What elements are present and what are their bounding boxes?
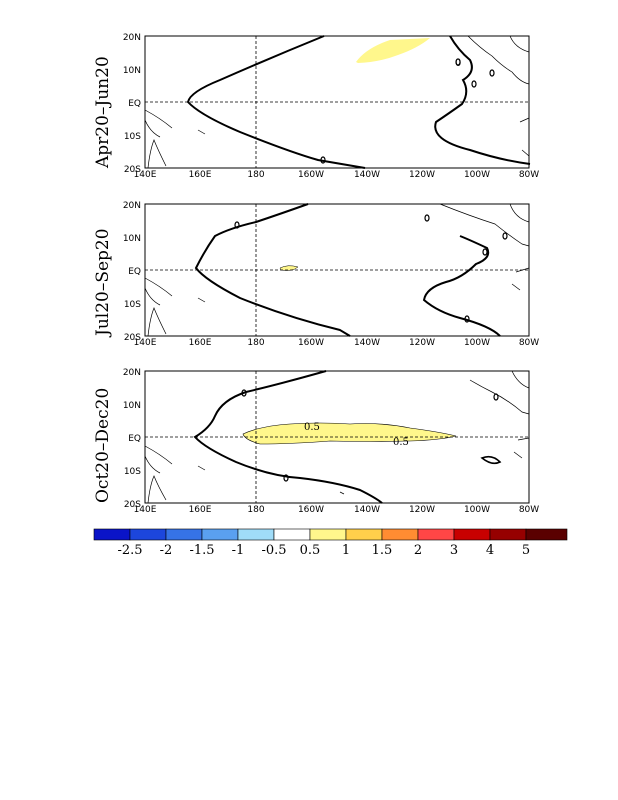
- lon-tick: 140W: [353, 505, 381, 515]
- colorbar-swatch: [346, 529, 382, 540]
- colorbar-swatch: [454, 529, 490, 540]
- colorbar-label: -1: [231, 543, 245, 558]
- lon-tick: 140W: [353, 338, 381, 348]
- lon-tick: 160W: [297, 338, 325, 348]
- lon-tick: 160W: [297, 170, 325, 180]
- lon-tick: 80W: [518, 338, 540, 348]
- colorbar-label: 3: [449, 543, 459, 558]
- lon-tick: 180: [247, 505, 265, 515]
- lat-tick: 20N: [122, 201, 141, 211]
- lat-tick: EQ: [128, 99, 141, 109]
- lat-tick: 20S: [123, 500, 141, 510]
- colorbar-swatch: [166, 529, 202, 540]
- panel-3-title: Oct20–Dec20: [93, 387, 113, 503]
- colorbar-label: -1.5: [189, 543, 215, 558]
- lon-tick: 160W: [297, 505, 325, 515]
- colorbar-swatch: [310, 529, 346, 540]
- lon-tick: 120W: [408, 170, 436, 180]
- panel-2-lat-ticks: [123, 201, 141, 343]
- lon-tick: 120W: [408, 505, 436, 515]
- panel-1-contour-label: 0: [455, 58, 462, 69]
- lon-tick: 140W: [353, 170, 381, 180]
- lon-tick: 160E: [188, 505, 212, 515]
- lon-tick: 100W: [463, 505, 491, 515]
- colorbar-swatch: [274, 529, 310, 540]
- lat-tick: EQ: [128, 434, 141, 444]
- lon-tick: 180: [247, 170, 265, 180]
- colorbar-label: -0.5: [261, 543, 287, 558]
- colorbar-swatch: [130, 529, 166, 540]
- colorbar-label: 4: [485, 543, 495, 558]
- lat-tick: 10S: [123, 132, 141, 142]
- panel-3-lat-ticks: [123, 368, 141, 510]
- lat-tick: 20S: [123, 165, 141, 175]
- panel-2: [93, 201, 539, 348]
- colorbar-label: 5: [521, 543, 531, 558]
- panel-1: [93, 33, 539, 180]
- colorbar-label: 1: [341, 543, 351, 558]
- lon-tick: 120W: [408, 338, 436, 348]
- colorbar-swatch: [238, 529, 274, 540]
- lat-tick: 10S: [123, 300, 141, 310]
- lon-tick: 80W: [518, 505, 540, 515]
- colorbar-label: -2: [159, 543, 173, 558]
- panel-1-title: Apr20–Jun20: [93, 56, 113, 168]
- panel-2-lon-ticks: [134, 338, 540, 348]
- lon-tick: 140E: [133, 505, 157, 515]
- colorbar-label: 2: [413, 543, 423, 558]
- panel-1-lat-ticks: [123, 33, 141, 175]
- colorbar-label: -2.5: [117, 543, 143, 558]
- lat-tick: 20N: [122, 368, 141, 378]
- panel-3: [93, 368, 539, 515]
- lon-tick: 100W: [463, 338, 491, 348]
- colorbar-swatch: [490, 529, 526, 540]
- colorbar-swatch: [202, 529, 238, 540]
- colorbar-label: 0.5: [299, 543, 321, 558]
- lon-tick: 160E: [188, 338, 212, 348]
- lat-tick: 10N: [122, 401, 141, 411]
- panel-1-lon-ticks: [134, 170, 540, 180]
- colorbar-swatch: [382, 529, 418, 540]
- colorbar-swatch: [418, 529, 454, 540]
- lon-tick: 160E: [188, 170, 212, 180]
- lon-tick: 180: [247, 338, 265, 348]
- colorbar-swatch: [526, 529, 567, 540]
- colorbar-swatch: [94, 529, 130, 540]
- lat-tick: 20N: [122, 33, 141, 43]
- lon-tick: 140E: [133, 338, 157, 348]
- lon-tick: 100W: [463, 170, 491, 180]
- colorbar: [94, 529, 567, 558]
- panel-2-title: Jul20–Sep20: [93, 228, 113, 336]
- lon-tick: 80W: [518, 170, 540, 180]
- panel-3-lon-ticks: [134, 505, 540, 515]
- lat-tick: 10S: [123, 467, 141, 477]
- lat-tick: 20S: [123, 333, 141, 343]
- lon-tick: 140E: [133, 170, 157, 180]
- lat-tick: 10N: [122, 234, 141, 244]
- colorbar-label: 1.5: [371, 543, 393, 558]
- lat-tick: 10N: [122, 66, 141, 76]
- lat-tick: EQ: [128, 267, 141, 277]
- panel-3-contour-label: 0.5: [393, 437, 409, 448]
- panel-3-contour-label: 0.5: [304, 422, 320, 433]
